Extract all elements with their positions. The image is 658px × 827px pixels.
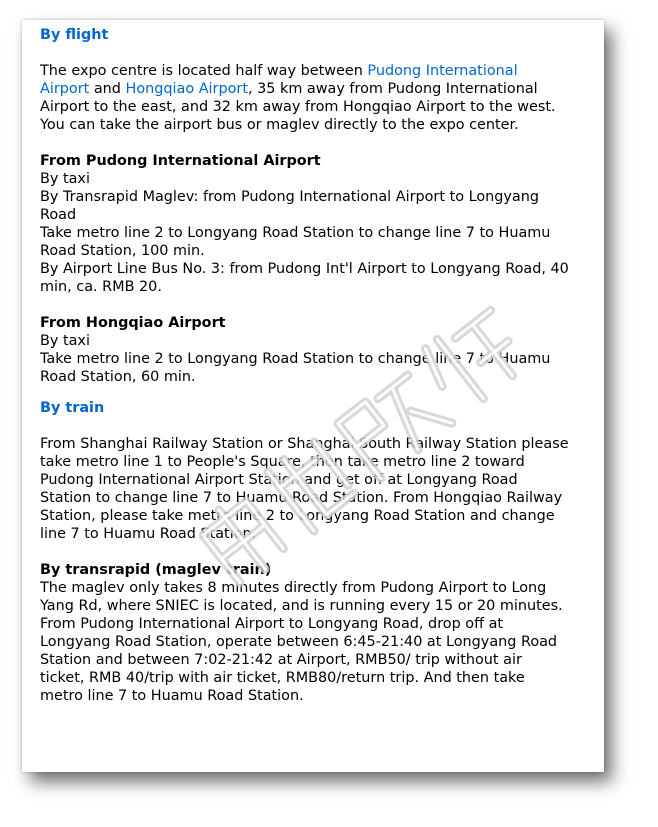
hongqiao-line: Take metro line 2 to Longyang Road Station to change line 7 to Huamu Road Station, 60 min. [40, 351, 551, 385]
hongqiao-line: By taxi [40, 333, 90, 349]
pudong-airport-link[interactable]: Pudong International Airport [40, 63, 518, 97]
from-hongqiao-heading: From Hongqiao Airport [40, 315, 226, 331]
pudong-line: By Airport Line Bus No. 3: from Pudong Int'l Airport to Longyang Road, 40 min, ca. RMB 20. [40, 261, 569, 295]
pudong-line: Take metro line 2 to Longyang Road Station to change line 7 to Huamu Road Station, 100 min. [40, 225, 551, 259]
maglev-paragraph: The maglev only takes 8 minutes directly from Pudong Airport to Long Yang Rd, where SNIEC is located, and is running every 15 or 20 minutes. From Pudong International Airport to Longyang Road, drop off at Longyang Road Station, operate between 6:45-21:40 at Longyang Road Station and between 7:02-21:42 at Airport, RMB50/ trip without air ticket, RMB 40/trip with air ticket, RMB80/return trip. And then take metro line 7 to Huamu Road Station. [40, 580, 563, 704]
pudong-line: By Transrapid Maglev: from Pudong International Airport to Longyang Road [40, 189, 540, 223]
train-paragraph: From Shanghai Railway Station or Shanghai South Railway Station please take metro line 1 to People's Square, then take metro line 2 toward Pudong International Airport Station and get off at Longyang Road Station to change line 7 to Huamu Road Station. From Hongqiao Railway Station, please take metro line 2 to Longyang Road Station and change line 7 to Huamu Road Station. [40, 436, 569, 542]
pudong-line: By taxi [40, 171, 90, 187]
document-card [22, 20, 604, 772]
by-train-heading: By train [40, 400, 105, 416]
by-flight-heading: By flight [40, 27, 109, 43]
flight-intro-paragraph: The expo centre is located half way between Pudong International Airport and Hongqiao Airport, 35 km away from Pudong International Airport to the east, and 32 km away from Hongqiao Airport to the west. You can take the airport bus or maglev directly to the expo center. [40, 63, 556, 133]
document-content [40, 26, 570, 705]
by-maglev-heading: By transrapid (maglev train) [40, 562, 272, 578]
hongqiao-airport-link[interactable]: Hongqiao Airport [125, 81, 248, 97]
from-pudong-heading: From Pudong International Airport [40, 153, 321, 169]
